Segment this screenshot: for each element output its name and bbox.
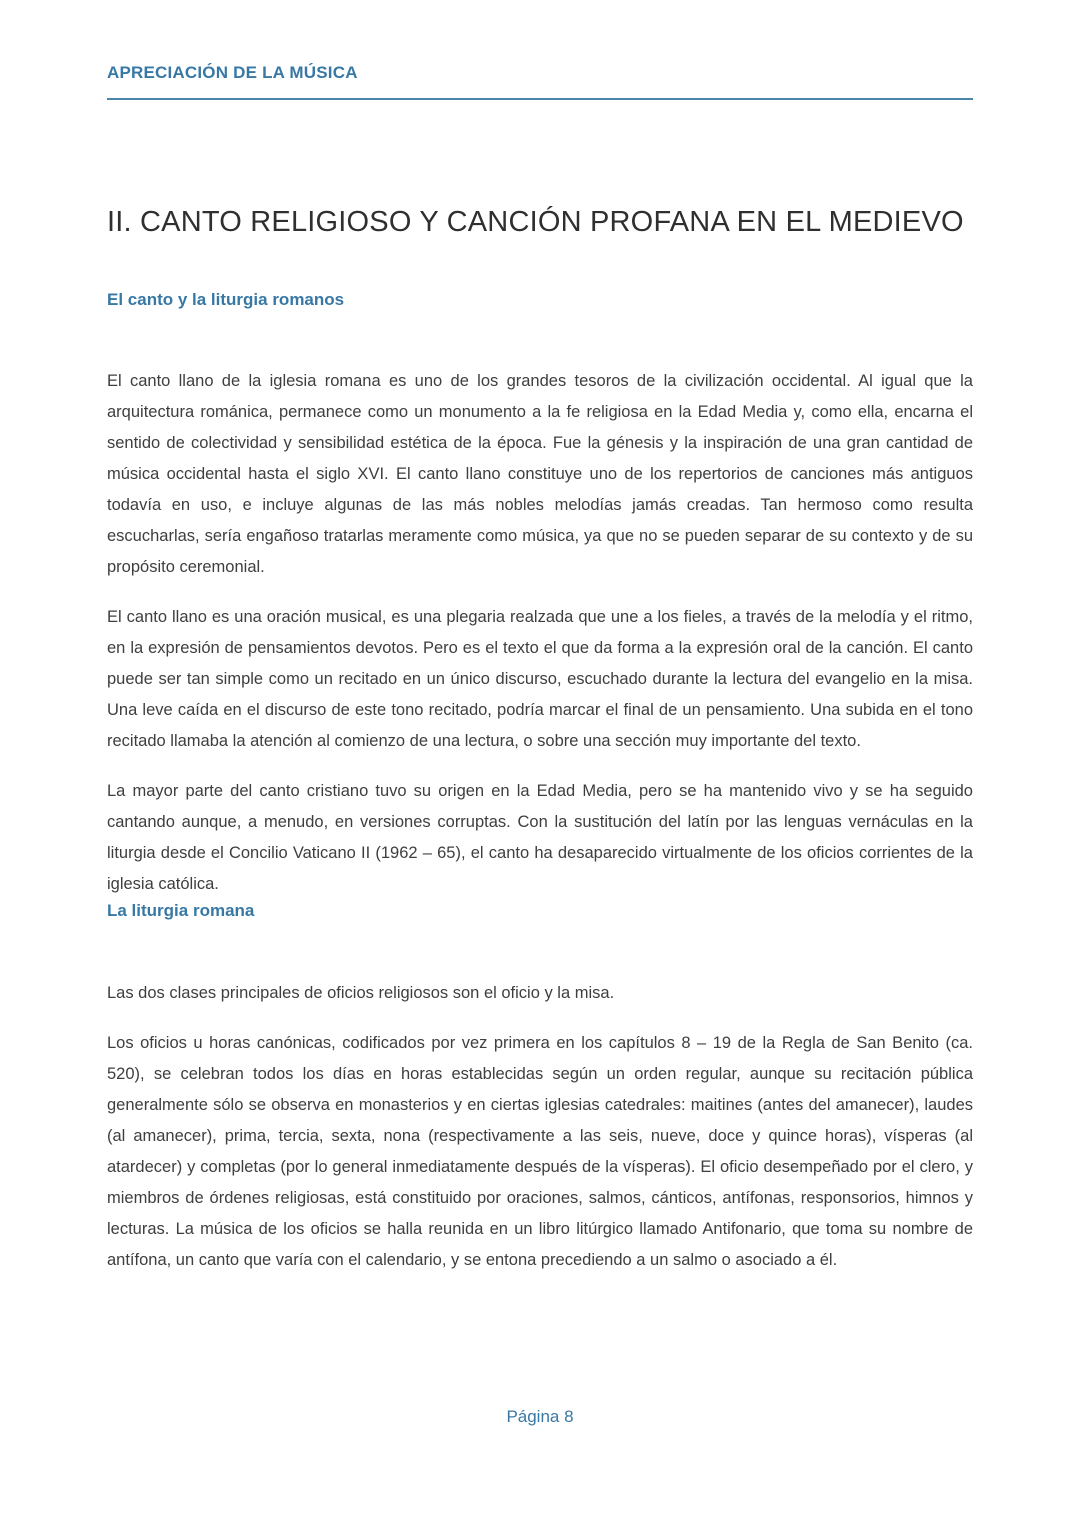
section-heading-la-liturgia-romana: La liturgia romana — [107, 901, 255, 920]
paragraph-clases-de-oficios: Las dos clases principales de oficios religiosos son el oficio y la misa. — [107, 984, 615, 1002]
document-header — [107, 62, 973, 100]
page-number: Página 8 — [506, 1407, 574, 1426]
page-title: II. CANTO RELIGIOSO Y CANCIÓN PROFANA EN EL MEDIEVO — [107, 206, 964, 238]
paragraph-canto-llano-tesoro: El canto llano de la iglesia romana es uno de los grandes tesoros de la civilización occidental. Al igual que la arquitectura románica, permanece como un monumento a la fe religiosa en la Edad Media y, como ella, encarna el sentido de colectividad y sensibilidad estética de la época. Fue la génesis y la inspiración de una gran cantidad de música occidental hasta el siglo XVI. El canto llano constituye uno de los repertorios de canciones más antiguos todavía en uso, e incluye algunas de las más nobles melodías jamás creadas. Tan hermoso como resulta escucharlas, sería engañoso tratarlas meramente como música, ya que no se pueden separar de su contexto y de su propósito ceremonial. — [107, 372, 973, 576]
paragraph-horas-canonicas: Los oficios u horas canónicas, codificados por vez primera en los capítulos 8 – 19 de la Regla de San Benito (ca. 520), se celebran todos los días en horas establecidas según un orden regular, aunque su recitación pública generalmente sólo se observa en monasterios y en ciertas iglesias catedrales: maitines (antes del amanecer), laudes (al amanecer), prima, tercia, sexta, nona (respectivamente a las seis, nueve, doce y quince horas), vísperas (al atardecer) y completas (por lo general inmediatamente después de la vísperas). El oficio desempeñado por el clero, y miembros de órdenes religiosas, está constituido por oraciones, salmos, cánticos, antífonas, responsorios, himnos y lecturas. La música de los oficios se halla reunida en un libro litúrgico llamado Antifonario, que toma su nombre de antífona, un canto que varía con el calendario, y se entona precediendo a un salmo o asociado a él. — [107, 1034, 973, 1269]
header-title: APRECIACIÓN DE LA MÚSICA — [107, 63, 358, 82]
header-rule — [107, 98, 973, 100]
section-heading-el-canto-y-la-liturgia-romanos: El canto y la liturgia romanos — [107, 290, 345, 309]
paragraph-canto-oracion-musical: El canto llano es una oración musical, es una plegaria realzada que une a los fieles, a través de la melodía y el ritmo, en la expresión de pensamientos devotos. Pero es el texto el que da forma a la expresión oral de la canción. El canto puede ser tan simple como un recitado en un único discurso, escuchado durante la lectura del evangelio en la misa. Una leve caída en el discurso de este tono recitado, podría marcar el final de un pensamiento. Una subida en el tono recitado llamaba la atención al comienzo de una lectura, o sobre una sección muy importante del texto. — [107, 608, 973, 750]
section-el-canto-y-la-liturgia-romanos — [107, 289, 973, 900]
section-la-liturgia-romana — [107, 900, 973, 1276]
page-footer — [0, 1406, 1080, 1428]
paragraph-origen-canto-cristiano: La mayor parte del canto cristiano tuvo su origen en la Edad Media, pero se ha mantenido vivo y se ha seguido cantando aunque, a menudo, en versiones corruptas. Con la sustitución del latín por las lenguas vernáculas en la liturgia desde el Concilio Vaticano II (1962 – 65), el canto ha desaparecido virtualmente de los oficios corrientes de la iglesia católica. — [107, 782, 973, 893]
